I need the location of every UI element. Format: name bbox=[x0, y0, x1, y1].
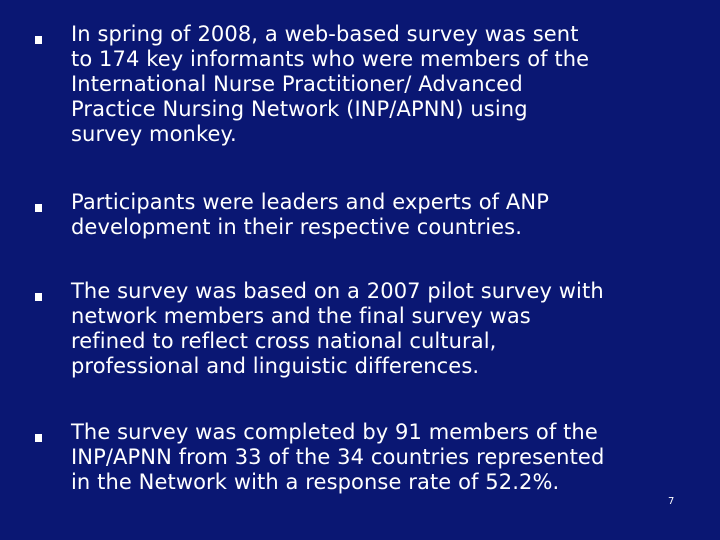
square-bullet-icon bbox=[35, 204, 42, 212]
bullet-text: The survey was completed by 91 members of the INP/APNN from 33 of the 34 countries represented in the Network with a response rate of 52.2%. bbox=[71, 420, 605, 494]
bullet-text: Participants were leaders and experts of ANP development in their respective countries. bbox=[71, 190, 549, 239]
bullet-text: The survey was based on a 2007 pilot survey with network members and the final survey was refined to reflect cross national cultural, professional and linguistic differences. bbox=[71, 279, 604, 378]
square-bullet-icon bbox=[35, 434, 42, 442]
square-bullet-icon bbox=[35, 293, 42, 301]
bullet-text: In spring of 2008, a web-based survey was sent to 174 key informants who were members of the International Nurse Practitioner/ Advanced Practice Nursing Network (INP/APNN) using survey monkey. bbox=[71, 22, 590, 146]
page-number: 7 bbox=[668, 496, 675, 507]
square-bullet-icon bbox=[35, 36, 42, 44]
